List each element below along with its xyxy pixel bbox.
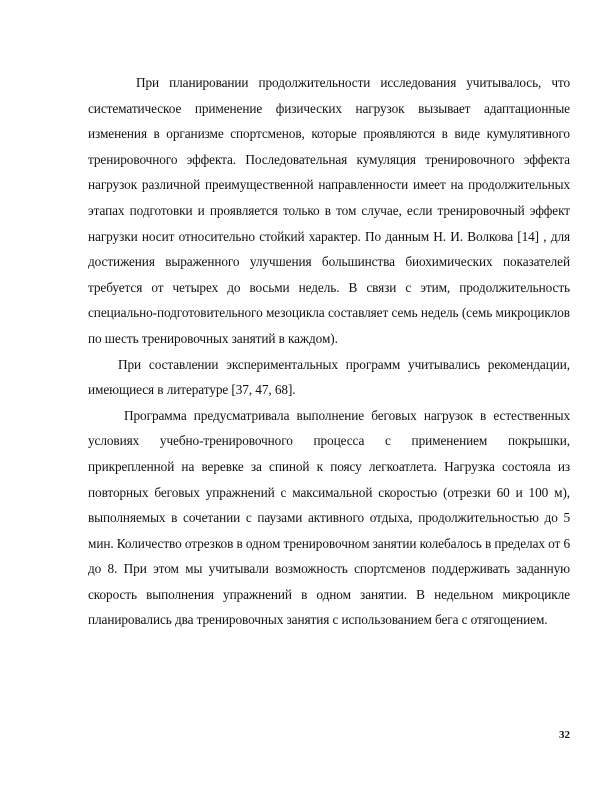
paragraph-2: При составлении экспериментальных программ учитывались рекомендации, имеющиеся в литературе [37, 47, 68]. (88, 356, 570, 398)
body-text (88, 70, 570, 633)
paragraph-3: Программа предусматривала выполнение беговых нагрузок в естественных условиях учебно-тренировочного процесса с применением покрышки, прикрепленной на веревке за спиной к поясу легкоатлета. Нагрузка состояла из повторных беговых упражнений с максимальной скоростью (отрезки 60 и 100 м), выполняемых в сочетании с паузами активного отдыха, продолжительностью до 5 мин. Количество отрезков в одном тренировочном занятии колебалось в пределах от 6 до 8. При этом мы учитывали возможность спортсменов поддерживать заданную скорость выполнения упражнений в одном занятии. В недельном микроцикле планировались два тренировочных занятия с использованием бега с отягощением. (88, 407, 570, 628)
page-number: 32 (559, 729, 570, 741)
paragraph-1: При планировании продолжительности исследования учитывалось, что систематическое применение физических нагрузок вызывает адаптационные изменения в организме спортсменов, которые проявляются в виде кумулятивного тренировочного эффекта. Последовательная кумуляция тренировочного эффекта нагрузок различной преимущественной направленности имеет на продолжительных этапах подготовки и проявляется только в том случае, если тренировочный эффект нагрузки носит относительно стойкий характер. По данным Н. И. Волкова [14] , для достижения выраженного улучшения большинства биохимических показателей требуется от четырех до восьми недель. В связи с этим, продолжительность специально-подготовительного мезоцикла составляет семь недель (семь микроциклов по шесть тренировочных занятий в каждом). (88, 75, 570, 346)
